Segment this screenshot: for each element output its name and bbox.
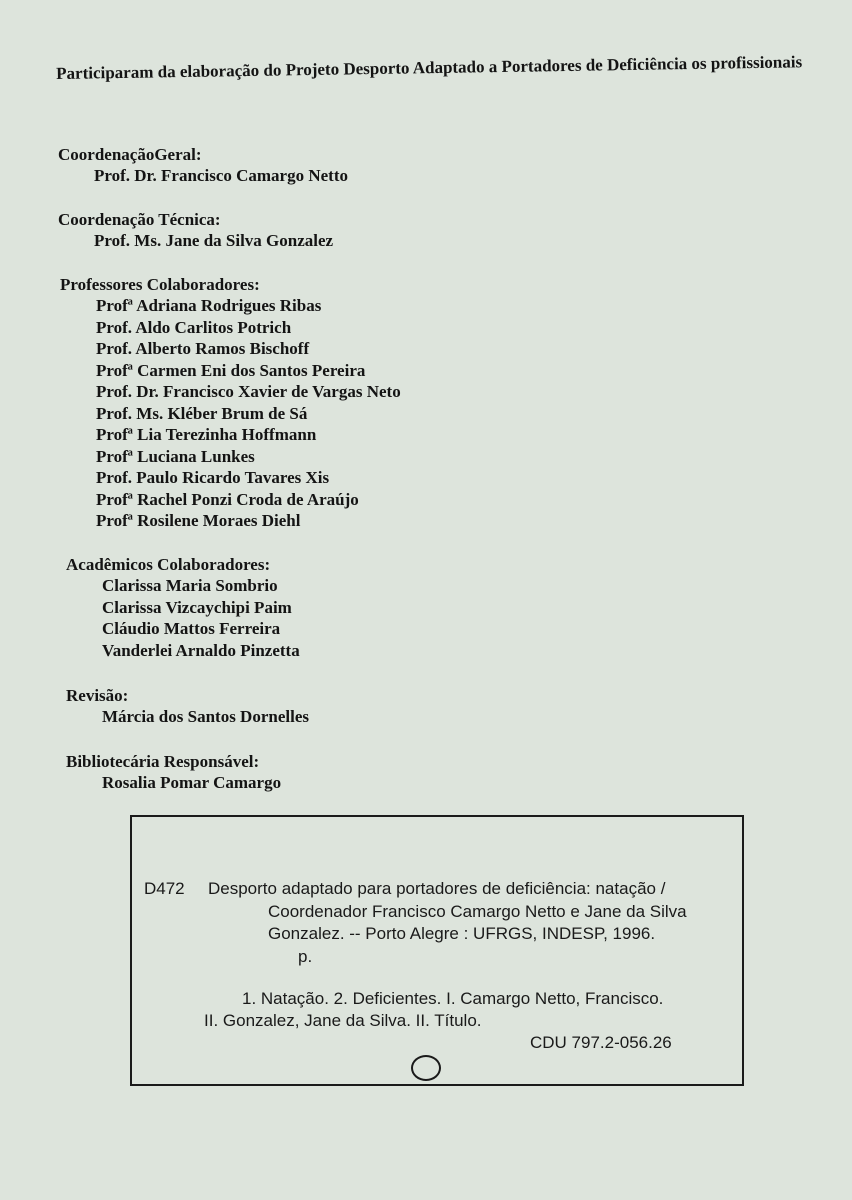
list-item: Cláudio Mattos Ferreira: [102, 619, 281, 638]
list-item: Prof. Alberto Ramos Bischoff: [96, 339, 310, 358]
section-revisao: [66, 685, 309, 728]
cdu-classification: CDU 797.2-056.26: [530, 1033, 672, 1052]
catalog-card: [130, 815, 744, 1086]
list-item: Vanderlei Arnaldo Pinzetta: [102, 640, 300, 660]
list-item: Profª Luciana Lunkes: [96, 446, 255, 466]
call-number: D472: [144, 879, 185, 898]
list-item: Profª Rosilene Moraes Diehl: [96, 511, 301, 530]
list-item: Profª Carmen Eni dos Santos Pereira: [96, 360, 366, 380]
section-academicos-colaboradores: [66, 554, 300, 661]
catalog-line: II. Gonzalez, Jane da Silva. II. Título.: [204, 1011, 482, 1030]
list-item: Prof. Dr. Francisco Camargo Netto: [94, 166, 348, 185]
list-item: Clarissa Maria Sombrio: [102, 576, 278, 595]
catalog-line: 1. Natação. 2. Deficientes. I. Camargo Netto, Francisco.: [242, 989, 664, 1008]
catalog-line: Gonzalez. -- Porto Alegre : UFRGS, INDESP, 1996.: [268, 924, 656, 943]
section-heading: Bibliotecária Responsável:: [66, 752, 260, 771]
section-heading: CoordenaçãoGeral:: [58, 145, 202, 164]
list-item: Profª Lia Terezinha Hoffmann: [96, 425, 317, 444]
catalog-line: Desporto adaptado para portadores de deficiência: natação /: [208, 879, 666, 898]
section-coordenacao-tecnica: [58, 209, 333, 252]
section-heading: Acadêmicos Colaboradores:: [66, 555, 271, 574]
section-heading: Coordenação Técnica:: [58, 210, 221, 229]
list-item: Prof. Ms. Kléber Brum de Sá: [96, 403, 308, 423]
list-item: Profª Rachel Ponzi Croda de Araújo: [96, 489, 359, 509]
list-item: Márcia dos Santos Dornelles: [102, 707, 309, 726]
list-item: Clarissa Vizcaychipi Paim: [102, 597, 292, 617]
list-item: Rosalia Pomar Camargo: [102, 773, 282, 792]
intro-paragraph: Participaram da elaboração do Projeto Desporto Adaptado a Portadores de Deficiência os profissionais: [56, 52, 803, 83]
section-coordenacao-geral: [58, 144, 348, 187]
section-bibliotecaria: [66, 751, 281, 794]
section-heading: Professores Colaboradores:: [60, 275, 260, 294]
list-item: Prof. Paulo Ricardo Tavares Xis: [96, 468, 330, 487]
section-heading: Revisão:: [66, 686, 129, 705]
circle-mark: [411, 1055, 441, 1081]
list-item: Prof. Aldo Carlitos Potrich: [96, 317, 292, 337]
list-item: Prof. Dr. Francisco Xavier de Vargas Neto: [96, 382, 401, 401]
list-item: Prof. Ms. Jane da Silva Gonzalez: [94, 231, 334, 250]
section-professores-colaboradores: [60, 274, 401, 532]
list-item: Profª Adriana Rodrigues Ribas: [96, 296, 322, 315]
catalog-line: p.: [298, 947, 313, 966]
catalog-line: Coordenador Francisco Camargo Netto e Jane da Silva: [268, 902, 687, 921]
